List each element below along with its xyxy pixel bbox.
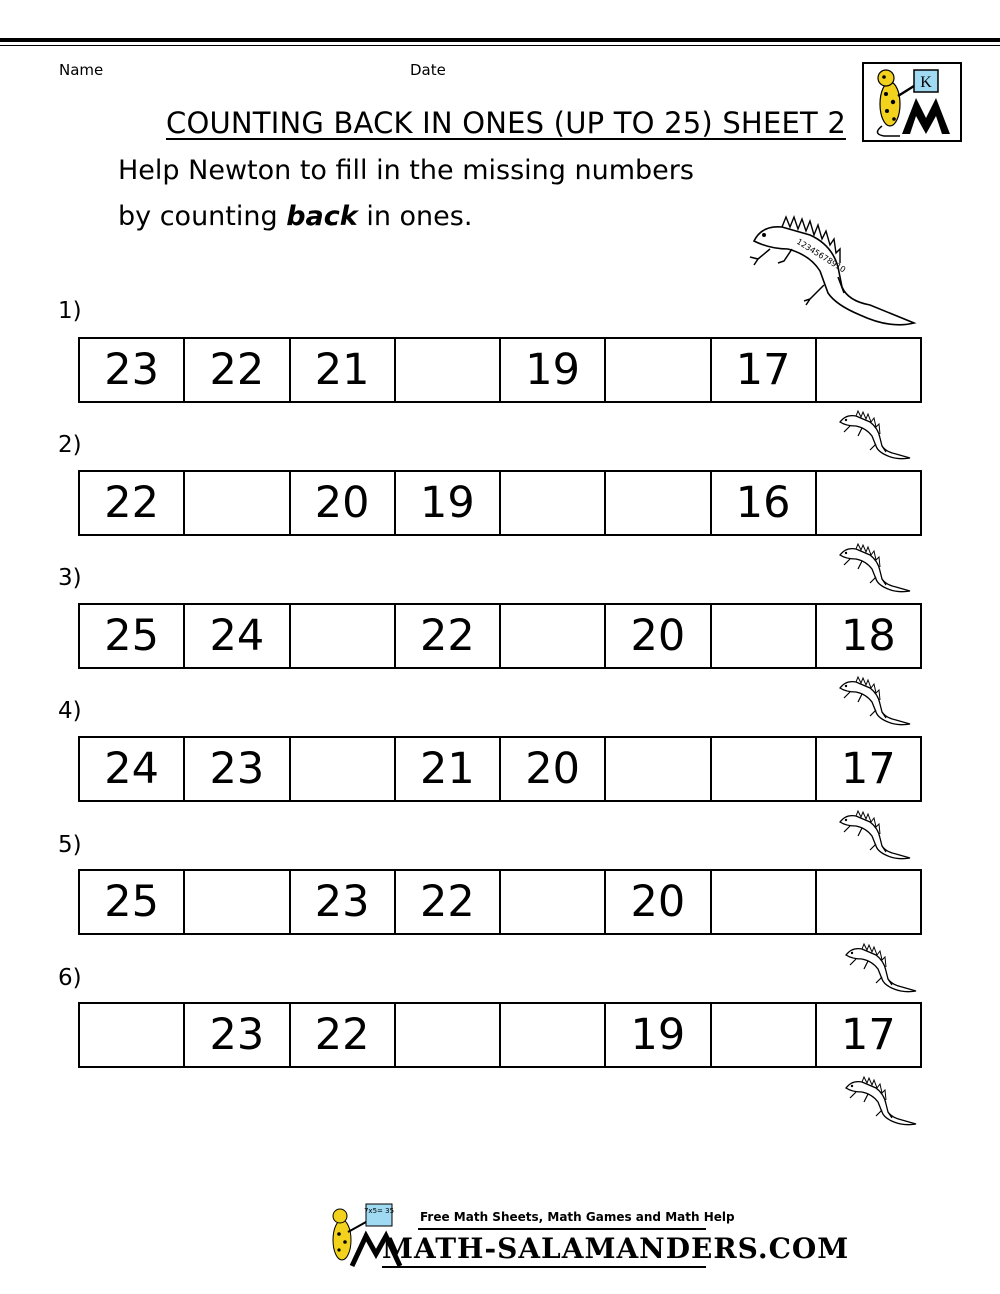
number-cell[interactable]: 17: [841, 1009, 896, 1060]
number-cell[interactable]: [501, 1004, 606, 1066]
footer-site-name[interactable]: MATH-SALAMANDERS.COM: [382, 1232, 850, 1265]
number-cell[interactable]: 16: [712, 472, 817, 534]
date-label: Date: [410, 61, 446, 79]
number-cell[interactable]: 23: [291, 871, 396, 933]
newton-salamander-icon: [740, 205, 920, 330]
worksheet-title: COUNTING BACK IN ONES (UP TO 25) SHEET 2: [166, 106, 846, 140]
number-cell[interactable]: 21: [396, 738, 501, 800]
number-cell[interactable]: 20: [291, 472, 396, 534]
number-row-1: [78, 337, 922, 403]
number-cell[interactable]: 25: [80, 871, 185, 933]
number-cell[interactable]: 22: [185, 339, 290, 401]
number-cell[interactable]: 21: [291, 339, 396, 401]
number-cell[interactable]: 17: [841, 743, 896, 794]
name-label: Name: [59, 61, 104, 79]
number-cell[interactable]: 24: [80, 738, 185, 800]
small-newt-icon: [836, 808, 912, 860]
number-cell[interactable]: [185, 472, 290, 534]
number-cell[interactable]: 19: [501, 339, 606, 401]
number-cell[interactable]: [501, 472, 606, 534]
small-newt-icon: [836, 541, 912, 593]
number-cell[interactable]: [817, 339, 920, 401]
number-cell[interactable]: 19: [396, 472, 501, 534]
number-cell[interactable]: 23: [80, 339, 185, 401]
instruction-emphasis: back: [286, 201, 358, 232]
number-cell[interactable]: [291, 738, 396, 800]
number-cell[interactable]: [817, 472, 920, 534]
number-cell[interactable]: 25: [80, 605, 185, 667]
salamander-logo: [862, 62, 962, 142]
number-cell[interactable]: 23: [185, 738, 290, 800]
number-cell[interactable]: 22: [291, 1004, 396, 1066]
salamander-logo-icon: [864, 64, 960, 140]
small-newt-icon: [836, 408, 912, 460]
number-cell[interactable]: [712, 605, 817, 667]
number-row-2: [78, 470, 922, 536]
number-cell[interactable]: [501, 605, 606, 667]
number-cell[interactable]: 20: [501, 738, 606, 800]
number-cell[interactable]: [501, 871, 606, 933]
small-newt-icon: [842, 1074, 918, 1126]
number-cell[interactable]: [396, 339, 501, 401]
number-cell[interactable]: 22: [396, 871, 501, 933]
top-rule-thin: [0, 45, 1000, 46]
instruction-line-2: [118, 201, 472, 232]
question-label: 6): [58, 965, 82, 991]
instruction-line-2-before: by counting: [118, 201, 287, 232]
question-label: 2): [58, 432, 82, 458]
question-label: 4): [58, 698, 82, 724]
logo-letter: K: [920, 74, 932, 91]
top-rule: [0, 38, 1000, 42]
number-row-5: [78, 869, 922, 935]
question-label: 5): [58, 832, 82, 858]
number-cell[interactable]: [606, 472, 711, 534]
number-cell[interactable]: [291, 605, 396, 667]
number-cell[interactable]: 20: [606, 871, 711, 933]
instruction-line-2-after: in ones.: [357, 201, 473, 232]
number-cell[interactable]: [712, 738, 817, 800]
question-label: 3): [58, 565, 82, 591]
instruction-line-1: Help Newton to fill in the missing numbers: [118, 155, 694, 186]
number-cell[interactable]: [606, 738, 711, 800]
number-row-4: [78, 736, 922, 802]
number-cell[interactable]: 20: [606, 605, 711, 667]
number-cell[interactable]: [185, 871, 290, 933]
small-newt-icon: [836, 674, 912, 726]
number-cell[interactable]: 17: [712, 339, 817, 401]
number-cell[interactable]: [712, 1004, 817, 1066]
number-cell[interactable]: [80, 1004, 185, 1066]
footer-sign-text: 7x5= 35: [363, 1207, 395, 1215]
footer-tagline: Free Math Sheets, Math Games and Math Help: [420, 1210, 735, 1224]
number-cell[interactable]: 19: [606, 1004, 711, 1066]
number-cell[interactable]: 23: [185, 1004, 290, 1066]
number-cell[interactable]: [606, 339, 711, 401]
number-cell[interactable]: 22: [80, 472, 185, 534]
number-cell[interactable]: 24: [185, 605, 290, 667]
number-cell[interactable]: [712, 871, 817, 933]
number-cell[interactable]: 22: [396, 605, 501, 667]
small-newt-icon: [842, 941, 918, 993]
question-label: 1): [58, 298, 82, 324]
number-cell[interactable]: [817, 871, 920, 933]
number-cell[interactable]: [396, 1004, 501, 1066]
number-cell[interactable]: 18: [841, 610, 896, 661]
newton-digits: 12345678910: [794, 237, 848, 275]
number-row-6: [78, 1002, 922, 1068]
number-row-3: [78, 603, 922, 669]
